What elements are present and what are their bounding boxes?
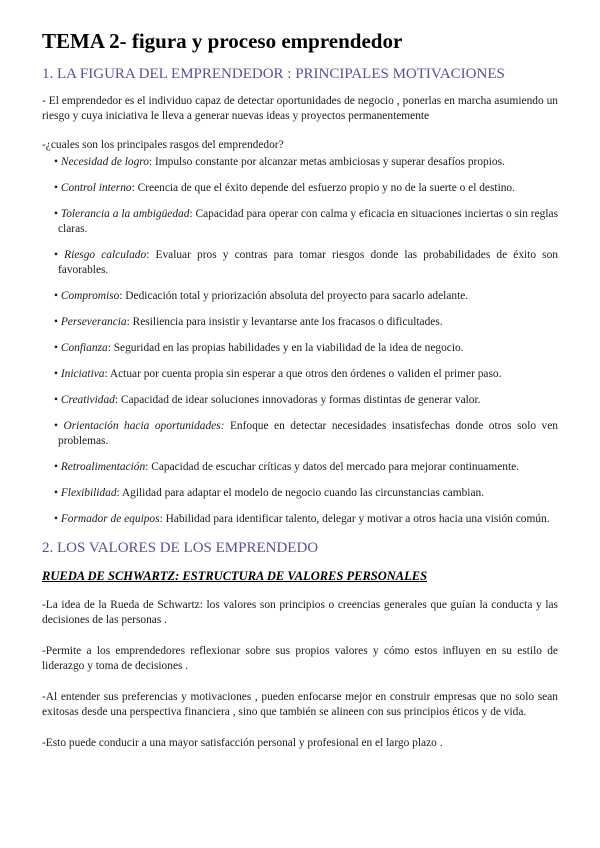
list-item: • Retroalimentación: Capacidad de escuchar críticas y datos del mercado para mejorar continuamente. — [54, 461, 520, 473]
trait-term: Tolerancia a la ambigüedad — [60, 208, 190, 220]
values-paragraph: -La idea de la Rueda de Schwartz: los valores son principios o creencias generales que guían la conducta y las decisiones de las personas . — [42, 599, 558, 626]
traits-question: -¿cuales son los principales rasgos del emprendedor? — [42, 139, 284, 151]
section2-heading: 2. LOS VALORES DE LOS EMPRENDEDO — [42, 540, 319, 556]
trait-desc: : Capacidad de idear soluciones innovadoras y formas distintas de generar valor. — [114, 394, 481, 406]
values-paragraph: -Al entender sus preferencias y motivaciones , pueden enfocarse mejor en construir empresas que no solo sean exitosas desde una perspectiva financiera , sino que también se alineen con sus principios éticos y de vida. — [42, 691, 558, 718]
trait-desc: : Impulso constante por alcanzar metas ambiciosas y superar desafíos propios. — [149, 156, 505, 168]
section1-intro: - El emprendedor es el individuo capaz de detectar oportunidades de negocio , ponerlas en marcha asumiendo un riesgo y cuya iniciativa le lleva a generar nuevas ideas y proyectos permanentemente — [42, 95, 558, 122]
list-item: • Riesgo calculado: Evaluar pros y contras para tomar riesgos donde las probabilidades de éxito son favorables. — [54, 249, 558, 276]
trait-desc: Enfoque en detectar necesidades insatisfechas donde otros solo ven problemas. — [58, 420, 559, 447]
trait-desc: : Seguridad en las propias habilidades y en la viabilidad de la idea de negocio. — [107, 342, 464, 354]
trait-desc: : Capacidad para operar con calma y eficacia en situaciones inciertas o sin reglas claras. — [58, 208, 558, 235]
list-item: • Creatividad: Capacidad de idear soluciones innovadoras y formas distintas de generar valor. — [54, 394, 481, 406]
trait-term: Formador de equipos — [60, 513, 160, 525]
section1-heading: 1. LA FIGURA DEL EMPRENDEDOR : PRINCIPALES MOTIVACIONES — [42, 66, 505, 82]
list-item: • Orientación hacia oportunidades: Enfoque en detectar necesidades insatisfechas donde otros solo ven problemas. — [54, 420, 559, 447]
trait-term: Orientación hacia oportunidades: — [63, 420, 225, 432]
list-item: • Control interno: Creencia de que el éxito depende del esfuerzo propio y no de la suerte o el destino. — [54, 182, 515, 194]
list-item: • Iniciativa: Actuar por cuenta propia sin esperar a que otros den órdenes o validen el primer paso. — [54, 368, 502, 380]
trait-term: Perseverancia — [60, 316, 127, 328]
trait-term: Compromiso — [60, 290, 120, 302]
trait-desc: : Dedicación total y priorización absoluta del proyecto para sacarlo adelante. — [119, 290, 469, 302]
list-item: • Confianza: Seguridad en las propias habilidades y en la viabilidad de la idea de negocio. — [54, 342, 464, 354]
trait-desc: : Creencia de que el éxito depende del esfuerzo propio y no de la suerte o el destino. — [131, 182, 515, 194]
list-item: • Flexibilidad: Agilidad para adaptar el modelo de negocio cuando las circunstancias cambian. — [54, 487, 485, 499]
list-item: • Necesidad de logro: Impulso constante por alcanzar metas ambiciosas y superar desafíos propios. — [54, 156, 505, 168]
section2-subheading: RUEDA DE SCHWARTZ: ESTRUCTURA DE VALORES PERSONALES — [42, 569, 428, 583]
trait-term: Control interno — [60, 182, 132, 194]
values-paragraph: -Permite a los emprendedores reflexionar sobre sus propios valores y cómo estos influyen en su estilo de liderazgo y toma de decisiones . — [42, 645, 558, 672]
trait-term: Necesidad de logro — [60, 156, 149, 168]
list-item: • Compromiso: Dedicación total y priorización absoluta del proyecto para sacarlo adelante. — [54, 290, 469, 302]
trait-term: Retroalimentación — [60, 461, 146, 473]
trait-term: Riesgo calculado — [64, 249, 147, 261]
list-item: • Tolerancia a la ambigüedad: Capacidad para operar con calma y eficacia en situaciones inciertas o sin reglas claras. — [54, 208, 558, 235]
list-item: • Formador de equipos: Habilidad para identificar talento, delegar y motivar a otros hacia una visión común. — [54, 513, 550, 525]
values-paragraph: -Esto puede conducir a una mayor satisfacción personal y profesional en el largo plazo . — [42, 737, 443, 749]
trait-desc: : Resiliencia para insistir y levantarse ante los fracasos o dificultades. — [126, 316, 443, 328]
trait-term: Creatividad — [60, 394, 115, 406]
trait-desc: : Actuar por cuenta propia sin esperar a que otros den órdenes o validen el primer paso. — [104, 368, 502, 380]
trait-term: Iniciativa — [60, 368, 105, 380]
list-item: • Perseverancia: Resiliencia para insistir y levantarse ante los fracasos o dificultades. — [54, 316, 443, 328]
traits-list — [42, 155, 558, 527]
trait-desc: : Agilidad para adaptar el modelo de negocio cuando las circunstancias cambian. — [116, 487, 485, 499]
page-title: TEMA 2- figura y proceso emprendedor — [42, 29, 403, 53]
trait-term: Flexibilidad — [60, 487, 117, 499]
trait-desc: : Evaluar pros y contras para tomar riesgos donde las probabilidades de éxito son favorables. — [58, 249, 558, 276]
trait-desc: : Habilidad para identificar talento, delegar y motivar a otros hacia una visión común. — [159, 513, 550, 525]
trait-term: Confianza — [60, 342, 108, 354]
trait-desc: : Capacidad de escuchar críticas y datos del mercado para mejorar continuamente. — [145, 461, 520, 473]
